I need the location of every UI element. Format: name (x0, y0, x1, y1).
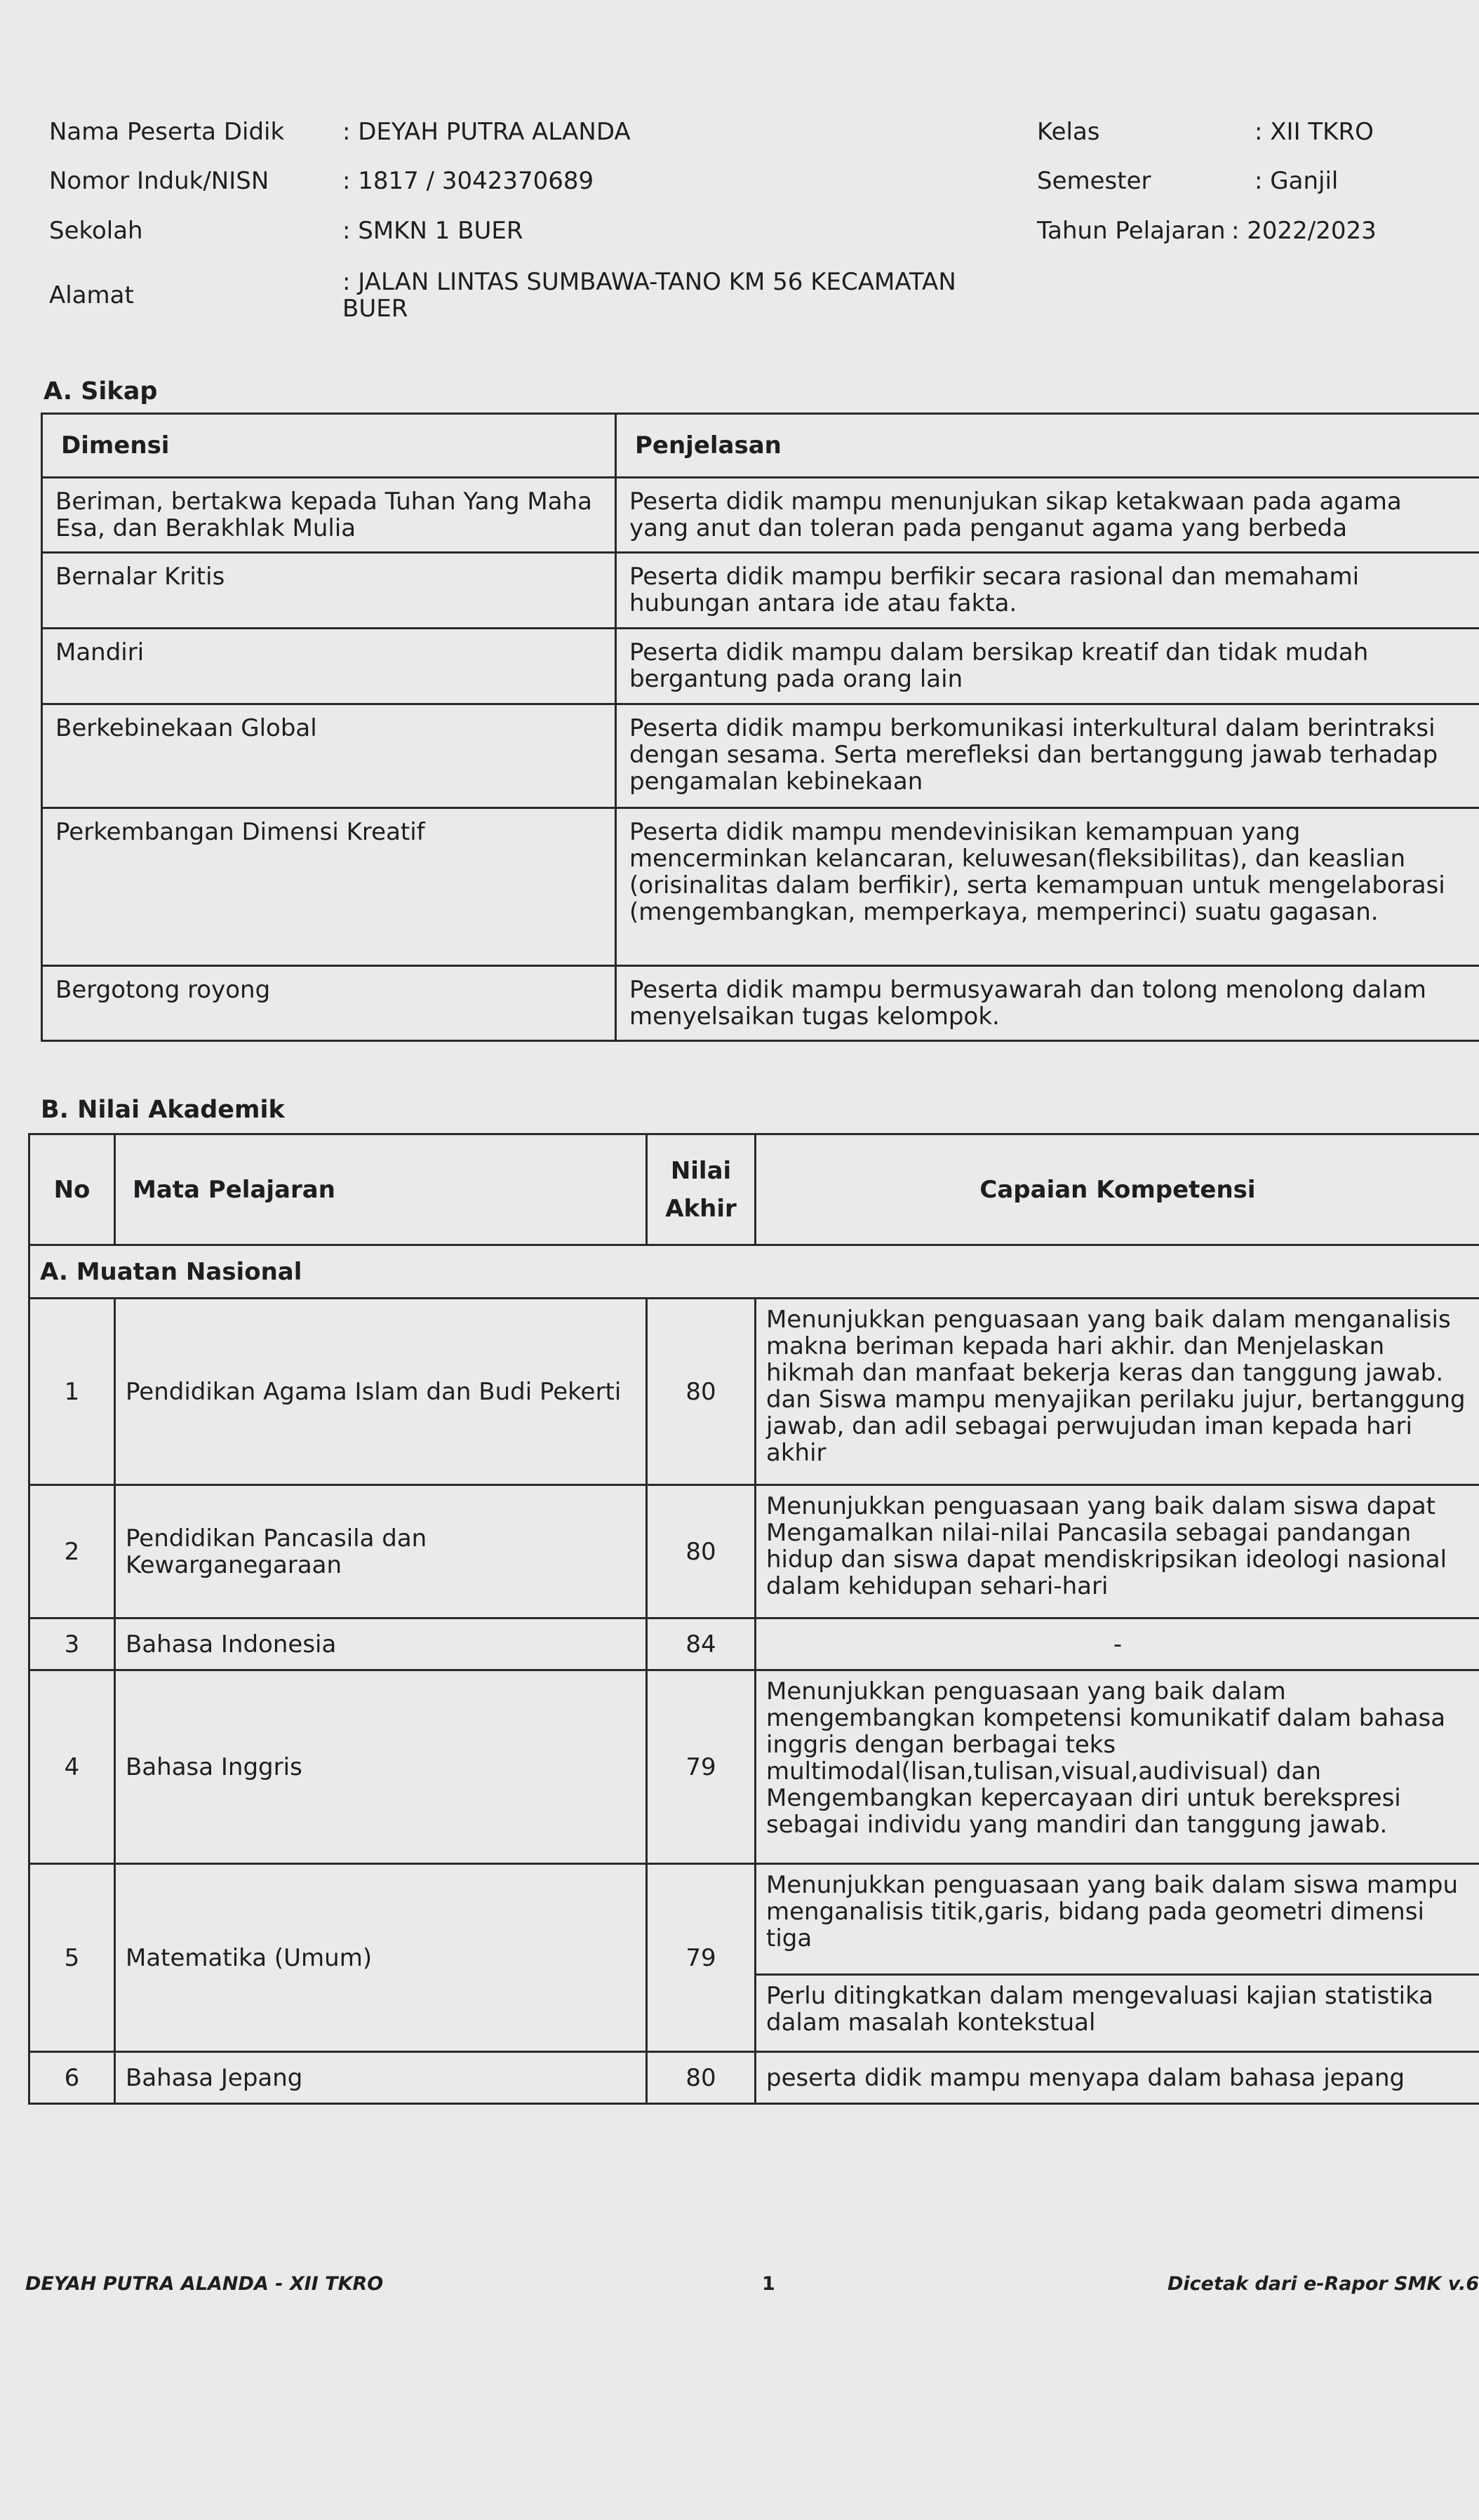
akademik-row (29, 1670, 1479, 1864)
semester-label: Semester (1037, 167, 1151, 195)
sikap-penjelasan: Peserta didik mampu dalam bersikap kreatif dan tidak mudah bergantung pada orang lain (616, 629, 1479, 704)
row-mapel: Bahasa Inggris (115, 1670, 647, 1864)
sikap-penjelasan: Peserta didik mampu mendevinisikan kemampuan yang mencerminkan kelancaran, keluwesan(fleksibilitas), dan keaslian (orisinalitas dalam berfikir), serta kemampuan untuk mengelaborasi (mengembangkan, memperkaya, memperinci) suatu gagasan. (616, 808, 1479, 966)
nisn-label: Nomor Induk/NISN (49, 167, 269, 195)
akademik-row (29, 1485, 1479, 1618)
sikap-dimensi: Bergotong royong (42, 966, 616, 1041)
akademik-row (29, 1864, 1479, 1975)
sikap-dimensi: Mandiri (42, 629, 616, 704)
sikap-dimensi: Berkebinekaan Global (42, 704, 616, 808)
footer-student: DEYAH PUTRA ALANDA - XII TKRO (25, 2273, 384, 2295)
nama-value: : DEYAH PUTRA ALANDA (342, 118, 631, 146)
akademik-row (29, 1618, 1479, 1670)
akademik-row (29, 2052, 1479, 2104)
row-nilai: 84 (647, 1618, 756, 1670)
row-nilai: 80 (647, 2052, 756, 2104)
sikap-dimensi: Perkembangan Dimensi Kreatif (42, 808, 616, 966)
col-penjelasan: Penjelasan (616, 414, 1479, 478)
row-nilai: 79 (647, 1670, 756, 1864)
group-muatan-nasional: A. Muatan Nasional (29, 1245, 1479, 1299)
row-no: 2 (29, 1485, 115, 1618)
sekolah-label: Sekolah (49, 217, 143, 245)
sikap-penjelasan: Peserta didik mampu bermusyawarah dan tolong menolong dalam menyelsaikan tugas kelompok. (616, 966, 1479, 1041)
sikap-header-row (42, 414, 1479, 478)
row-nilai: 80 (647, 1485, 756, 1618)
tahun-label: Tahun Pelajaran (1037, 217, 1226, 245)
akademik-header-row (29, 1134, 1479, 1245)
sikap-table (41, 413, 1479, 1042)
row-capaian: Menunjukkan penguasaan yang baik dalam menganalisis makna beriman kepada hari akhir. dan Menjelaskan hikmah dan manfaat bekerja keras dan tanggung jawab. dan Siswa mampu menyajikan perilaku jujur, bertanggung jawab, dan adil sebagai perwujudan iman kepada hari akhir (756, 1299, 1479, 1485)
group-row (29, 1245, 1479, 1299)
footer-printed-from: Dicetak dari e-Rapor SMK v.6 (1167, 2273, 1479, 2295)
sikap-row (42, 629, 1479, 704)
akademik-row (29, 1299, 1479, 1485)
sekolah-value: : SMKN 1 BUER (342, 217, 523, 245)
col-nilai-line-1: Nilai (670, 1156, 732, 1185)
kelas-value: : XII TKRO (1254, 118, 1374, 146)
row-no: 3 (29, 1618, 115, 1670)
row-nilai: 79 (647, 1864, 756, 2052)
col-capaian: Capaian Kompetensi (756, 1134, 1479, 1245)
kelas-label: Kelas (1037, 118, 1100, 146)
sikap-penjelasan: Peserta didik mampu berkomunikasi interkultural dalam berintraksi dengan sesama. Serta merefleksi dan bertanggung jawab terhadap pengamalan kebinekaan (616, 704, 1479, 808)
semester-value: : Ganjil (1254, 167, 1339, 195)
row-capaian: Menunjukkan penguasaan yang baik dalam siswa dapat Mengamalkan nilai-nilai Pancasila sebagai pandangan hidup dan siswa dapat mendiskripsikan ideologi nasional dalam kehidupan sehari-hari (756, 1485, 1479, 1618)
sikap-row (42, 553, 1479, 629)
row-mapel: Bahasa Jepang (115, 2052, 647, 2104)
col-dimensi: Dimensi (42, 414, 616, 478)
row-no: 6 (29, 2052, 115, 2104)
sikap-row (42, 808, 1479, 966)
col-no: No (29, 1134, 115, 1245)
sikap-dimensi: Bernalar Kritis (42, 553, 616, 629)
sikap-row (42, 704, 1479, 808)
alamat-value (342, 269, 956, 322)
col-mata-pelajaran: Mata Pelajaran (115, 1134, 647, 1245)
tahun-value: : 2022/2023 (1231, 217, 1377, 245)
akademik-title: B. Nilai Akademik (41, 1096, 285, 1124)
alamat-label: Alamat (49, 281, 134, 309)
sikap-dimensi: Beriman, bertakwa kepada Tuhan Yang Maha Esa, dan Berakhlak Mulia (42, 478, 616, 553)
sikap-row (42, 966, 1479, 1041)
row-capaian: peserta didik mampu menyapa dalam bahasa jepang (756, 2052, 1479, 2104)
sikap-title: A. Sikap (44, 377, 158, 406)
sikap-penjelasan: Peserta didik mampu berfikir secara rasional dan memahami hubungan antara ide atau fakta. (616, 553, 1479, 629)
alamat-line-1: : JALAN LINTAS SUMBAWA-TANO KM 56 KECAMATAN (342, 268, 956, 296)
row-capaian: - (756, 1618, 1479, 1670)
nisn-value: : 1817 / 3042370689 (342, 167, 594, 195)
row-capaian: Menunjukkan penguasaan yang baik dalam siswa mampu menganalisis titik,garis, bidang pada geometri dimensi tiga (756, 1864, 1479, 1975)
sikap-penjelasan: Peserta didik mampu menunjukan sikap ketakwaan pada agama yang anut dan toleran pada penganut agama yang berbeda (616, 478, 1479, 553)
alamat-line-2: BUER (342, 295, 408, 323)
row-mapel: Pendidikan Pancasila dan Kewarganegaraan (115, 1485, 647, 1618)
row-no: 1 (29, 1299, 115, 1485)
footer-page-number: 1 (762, 2273, 775, 2295)
row-mapel: Bahasa Indonesia (115, 1618, 647, 1670)
nama-label: Nama Peserta Didik (49, 118, 285, 146)
row-mapel: Matematika (Umum) (115, 1864, 647, 2052)
row-no: 5 (29, 1864, 115, 2052)
akademik-table (28, 1133, 1479, 2105)
row-mapel: Pendidikan Agama Islam dan Budi Pekerti (115, 1299, 647, 1485)
col-nilai-akhir (647, 1134, 756, 1245)
sikap-row (42, 478, 1479, 553)
col-nilai-line-2: Akhir (665, 1194, 737, 1223)
row-nilai: 80 (647, 1299, 756, 1485)
row-capaian: Menunjukkan penguasaan yang baik dalam mengembangkan kompetensi komunikatif dalam bahasa inggris dengan berbagai teks multimodal(lisan,tulisan,visual,audivisual) dan Mengembangkan kepercayaan diri untuk berekspresi sebagai individu yang mandiri dan tanggung jawab. (756, 1670, 1479, 1864)
row-no: 4 (29, 1670, 115, 1864)
row-capaian-2: Perlu ditingkatkan dalam mengevaluasi kajian statistika dalam masalah kontekstual (756, 1975, 1479, 2052)
